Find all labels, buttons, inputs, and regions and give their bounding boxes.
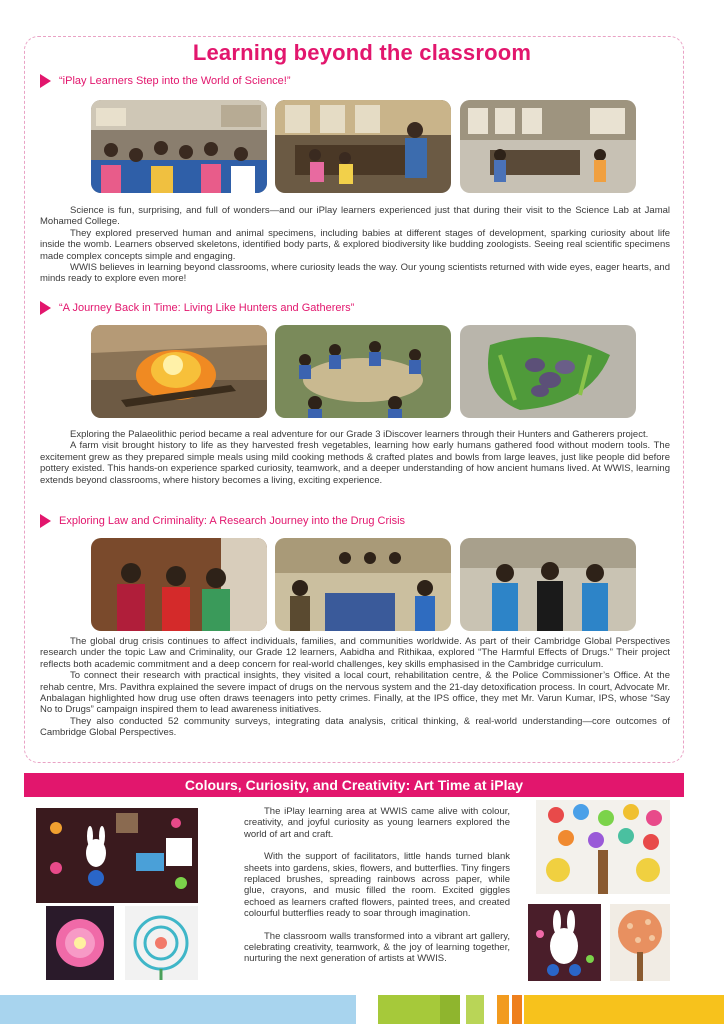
hunters-text	[40, 429, 670, 486]
law-paragraph-3: They also conducted 52 community surveys, integrating data analysis, critical thinking, & real-world understanding—core outcomes of Cambridge Global Perspectives.	[40, 715, 670, 739]
triangle-bullet-icon	[40, 514, 51, 528]
footer-strip-green-light	[466, 995, 484, 1024]
science-photo-museum	[460, 100, 636, 193]
art-photo-tree	[610, 904, 670, 981]
art-text	[244, 806, 510, 976]
law-text	[40, 636, 670, 739]
hunters-heading	[40, 300, 354, 316]
science-heading-text: “iPlay Learners Step into the World of Science!”	[59, 75, 291, 87]
hunters-photo-circle	[275, 325, 451, 418]
footer-strip-yellow	[524, 995, 724, 1024]
science-text	[40, 205, 670, 285]
science-paragraph-2: They explored preserved human and animal specimens, including babies at different stages of development, sparking curiosity about life inside the womb. Learners observed skeletons, identified body parts, & explored biodiversity like budding zoologists. Seeing real scientific specimens made complex concepts simple and engaging.	[40, 227, 670, 262]
science-photo-lab	[275, 100, 451, 193]
law-paragraph-2: To connect their research with practical insights, they visited a local court, rehabilitation centre, & the Police Commissioner’s Office. At the rehab centre, Mrs. Pavithra explained the severe impact of drugs on the nervous system and the 21-day detoxification process. In court, Advocate Mr. Anbalagan highlighted how drug use often draws teenagers into petty crimes. Finally, at the IPS office, they met Mr. Varun Kumar, IPS, whose “Say No to Drugs” campaign inspired them to lead awareness initiatives.	[40, 670, 670, 716]
science-paragraph-1: Science is fun, surprising, and full of wonders—and our iPlay learners experienced just that during their visit to the Science Lab at Jamal Mohamed College.	[40, 205, 670, 228]
hunters-photos	[91, 325, 636, 418]
page-title: Learning beyond the classroom	[192, 40, 532, 65]
hunters-heading-text: “A Journey Back in Time: Living Like Hunters and Gatherers”	[59, 302, 355, 314]
art-paragraph-3: The classroom walls transformed into a vibrant art gallery, celebrating creativity, teamwork, & the joy of learning together, nurturing the next generation of artists at WWIS.	[244, 930, 510, 965]
law-photos	[91, 538, 636, 631]
law-paragraph-1: The global drug crisis continues to affect individuals, families, and communities worldwide. As part of their Cambridge Global Perspectives research under the topic Law and Criminality, our Grade 12 learners, Aabidha and Rithikaa, explored “The Harmful Effects of Drugs.” Their project reflects both academic commitment and a deep concern for real-world challenges, key skills emphasised in the Cambridge curriculum.	[40, 636, 670, 670]
art-paragraph-2: With the support of facilitators, little hands turned blank sheets into gardens, skies, flowers, and butterflies. Tiny fingers replaced brushes, spreading rainbows across paper, while glue, crayons, and music filled the room. Excited giggles echoed as learners crafted flowers, painted trees, and created colourful butterflies ready to soar through imagination.	[244, 851, 510, 920]
science-heading	[40, 73, 291, 89]
hunters-photo-vegetables	[460, 325, 636, 418]
art-photo-blue-flower	[125, 906, 198, 980]
footer-strip-orange	[497, 995, 509, 1024]
law-photo-rehab	[91, 538, 267, 631]
law-photo-office	[275, 538, 451, 631]
art-banner: Colours, Curiosity, and Creativity: Art Time at iPlay	[24, 773, 684, 797]
footer-strip-green	[378, 995, 440, 1024]
triangle-bullet-icon	[40, 74, 51, 88]
science-photos	[91, 100, 636, 193]
science-paragraph-3: WWIS believes in learning beyond classrooms, where curiosity leads the way. Our young scientists returned with wide eyes, eager hearts, and minds ready to explore even more!	[40, 262, 670, 285]
law-photo-court	[460, 538, 636, 631]
triangle-bullet-icon	[40, 301, 51, 315]
footer-strip-green-dark	[440, 995, 460, 1024]
hunters-paragraph-2: A farm visit brought history to life as they harvested fresh vegetables, learning how early humans gathered food without modern tools. The excitement grew as they prepared simple meals using mild cooking methods & crafted plates and bowls from large leaves, just like people did before pottery existed. This hands-on experience sparked curiosity, teamwork, and a deeper understanding of how ancient humans lived. At WWIS, learning extends beyond classrooms, where history becomes a living, exciting experience.	[40, 440, 670, 486]
law-heading	[40, 513, 405, 529]
art-photo-handprints	[536, 800, 670, 894]
science-photo-group	[91, 100, 267, 193]
art-photo-pink-flower	[46, 906, 114, 980]
law-heading-text: Exploring Law and Criminality: A Research Journey into the Drug Crisis	[59, 515, 406, 527]
art-photo-bunny	[528, 904, 601, 981]
hunters-photo-fire	[91, 325, 267, 418]
footer-strip-orange-dark	[512, 995, 522, 1024]
art-paragraph-1: The iPlay learning area at WWIS came alive with colour, creativity, and joyful curiosity as young learners explored the world of art and craft.	[244, 806, 510, 840]
art-photo-wall	[36, 808, 198, 903]
footer-strip-blue	[0, 995, 356, 1024]
hunters-paragraph-1: Exploring the Palaeolithic period became a real adventure for our Grade 3 iDiscover learners through their Hunters and Gatherers project.	[70, 429, 649, 440]
